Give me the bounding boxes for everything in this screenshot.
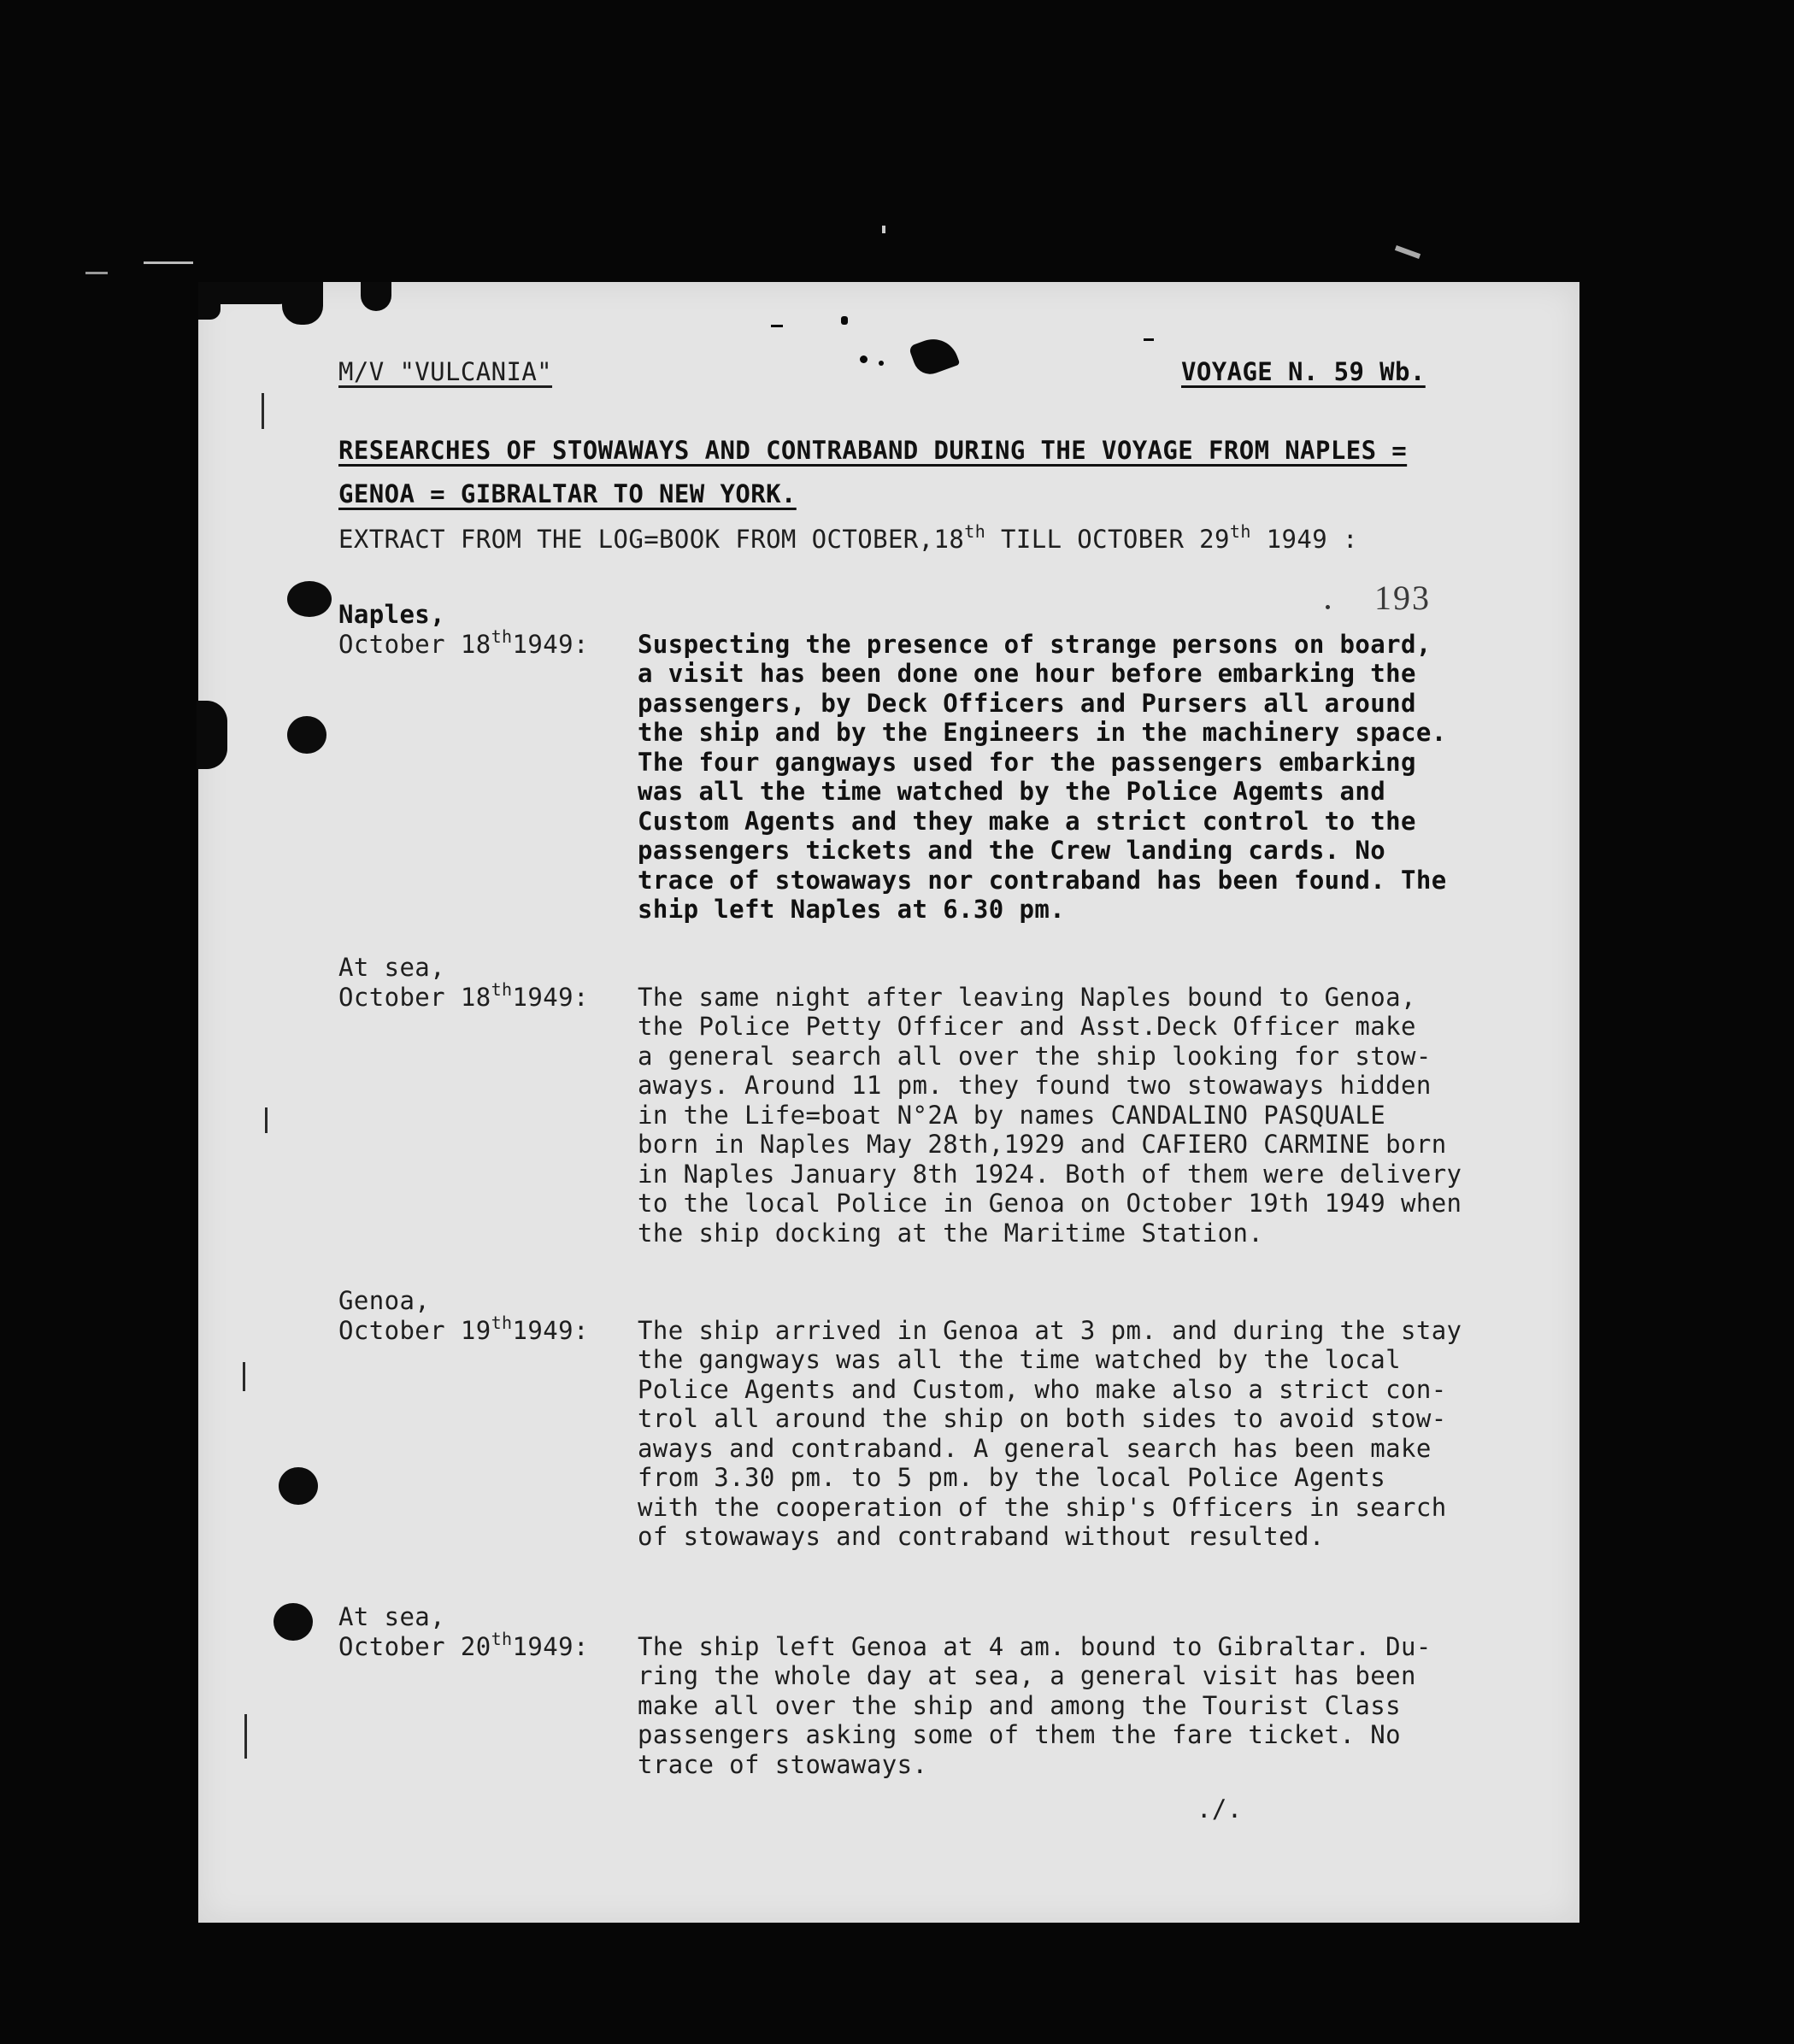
entry-text-line: make all over the ship and among the Tourist Class — [638, 1690, 1401, 1720]
entry-text-line: Custom Agents and they make a strict control to the — [638, 806, 1416, 836]
extract-suffix: 1949 : — [1250, 525, 1358, 554]
entry-date-main: October 19 — [338, 1315, 491, 1345]
ink-smudge — [1144, 338, 1154, 341]
margin-mark — [243, 1362, 245, 1391]
extract-prefix: EXTRACT FROM THE LOG=BOOK FROM OCTOBER,18 — [338, 525, 965, 554]
page-number: 193 — [1374, 579, 1431, 617]
entry-date — [338, 1312, 589, 1346]
entry-text-line: aways. Around 11 pm. they found two stowaways hidden — [638, 1071, 1432, 1100]
entry-place: At sea, — [338, 1602, 446, 1631]
entry-date-year: 1949: — [512, 1631, 589, 1661]
ink-blot — [198, 304, 221, 320]
entry-place: Naples, — [338, 600, 446, 629]
entry-date-sup: th — [491, 978, 513, 1000]
entry-text-line: trace of stowaways nor contraband has been found. The — [638, 865, 1447, 895]
scan-speck — [1395, 245, 1420, 259]
entry-text-line: passengers asking some of them the fare ticket. No — [638, 1720, 1401, 1749]
title-line-1: RESEARCHES OF STOWAWAYS AND CONTRABAND DURING THE VOYAGE FROM NAPLES = — [338, 436, 1408, 465]
entry-text-line: Police Agents and Custom, who make also a strict con- — [638, 1374, 1447, 1404]
entry-text-line: born in Naples May 28th,1929 and CAFIERO CARMINE born — [638, 1130, 1447, 1159]
entry-text-line: from 3.30 pm. to 5 pm. by the local Police Agents — [638, 1463, 1386, 1492]
ink-dot — [1326, 605, 1330, 609]
entry-text-line: passengers, by Deck Officers and Pursers all around — [638, 688, 1416, 718]
entry-date-year: 1949: — [512, 629, 589, 659]
punch-hole — [274, 1603, 313, 1641]
entry-text-line: the Police Petty Officer and Asst.Deck Officer make — [638, 1012, 1416, 1041]
entry-text-line: the ship and by the Engineers in the machinery space. — [638, 718, 1447, 747]
entry-date-main: October 18 — [338, 629, 491, 659]
entry-text-line: Suspecting the presence of strange persons on board, — [638, 629, 1432, 659]
entry-text-line: the gangways was all the time watched by the local — [638, 1345, 1401, 1374]
extract-line — [338, 521, 1358, 555]
margin-mark — [265, 1107, 268, 1133]
entry-text-line: was all the time watched by the Police Agemts and — [638, 777, 1386, 806]
ink-blot — [361, 282, 391, 311]
entry-date-main: October 18 — [338, 982, 491, 1012]
entry-date — [338, 1628, 589, 1662]
entry-date-year: 1949: — [512, 1315, 589, 1345]
margin-mark — [262, 393, 264, 429]
entry-text-line: a visit has been done one hour before embarking the — [638, 659, 1416, 688]
continuation-mark: ./. — [1197, 1794, 1243, 1824]
entry-date-sup: th — [491, 1312, 513, 1333]
ink-blot — [282, 282, 323, 325]
punch-hole — [287, 581, 332, 617]
entry-text-line: the ship docking at the Maritime Station. — [638, 1218, 1264, 1248]
title-line-2: GENOA = GIBRALTAR TO NEW YORK. — [338, 479, 797, 508]
entry-date-sup: th — [491, 626, 513, 647]
voyage-number: VOYAGE N. 59 Wb. — [1181, 357, 1426, 386]
entry-text-line: to the local Police in Genoa on October 19th 1949 when — [638, 1189, 1462, 1218]
entry-text-line: of stowaways and contraband without resulted. — [638, 1522, 1325, 1551]
entry-date-main: October 20 — [338, 1631, 491, 1661]
entry-place: At sea, — [338, 953, 446, 982]
entry-text-line: The ship left Genoa at 4 am. bound to Gibraltar. Du- — [638, 1631, 1432, 1661]
entry-text-line: in the Life=boat N°2A by names CANDALINO PASQUALE — [638, 1100, 1386, 1130]
scan-speck — [882, 226, 885, 233]
ink-smudge — [860, 355, 868, 363]
extract-middle: TILL OCTOBER 29 — [985, 525, 1230, 554]
entry-text-line: a general search all over the ship looking for stow- — [638, 1041, 1432, 1071]
margin-mark — [244, 1714, 247, 1759]
punch-hole — [287, 716, 326, 754]
entry-date-sup: th — [491, 1628, 513, 1649]
entry-text-line: passengers tickets and the Crew landing cards. No — [638, 836, 1386, 865]
entry-text-line: in Naples January 8th 1924. Both of them were delivery — [638, 1159, 1462, 1189]
entry-text-line: trol all around the ship on both sides to avoid stow- — [638, 1404, 1447, 1433]
entry-text-line: aways and contraband. A general search has been make — [638, 1433, 1432, 1463]
extract-sup-1: th — [964, 521, 986, 542]
ship-name: M/V "VULCANIA" — [338, 357, 553, 386]
entry-text-line: trace of stowaways. — [638, 1749, 928, 1779]
scan-speck — [85, 272, 108, 274]
entry-date-year: 1949: — [512, 982, 589, 1012]
document-page — [198, 282, 1579, 1923]
entry-place: Genoa, — [338, 1286, 431, 1315]
entry-text-line: The four gangways used for the passengers embarking — [638, 747, 1416, 777]
entry-text-line: The ship arrived in Genoa at 3 pm. and during the stay — [638, 1315, 1462, 1345]
torn-edge — [197, 701, 227, 769]
entry-text-line: The same night after leaving Naples bound to Genoa, — [638, 982, 1416, 1012]
entry-date — [338, 978, 589, 1013]
entry-text-line: with the cooperation of the ship's Officers in search — [638, 1492, 1447, 1522]
entry-text-line: ship left Naples at 6.30 pm. — [638, 895, 1066, 924]
entry-date — [338, 626, 589, 660]
entry-text-line: ring the whole day at sea, a general visit has been — [638, 1661, 1416, 1690]
ink-smudge — [879, 361, 884, 366]
ink-smudge — [841, 316, 848, 325]
punch-hole — [279, 1467, 318, 1505]
ink-smudge — [909, 332, 961, 379]
ink-smudge — [771, 325, 783, 327]
extract-sup-2: th — [1229, 521, 1251, 542]
scan-speck — [144, 261, 193, 264]
